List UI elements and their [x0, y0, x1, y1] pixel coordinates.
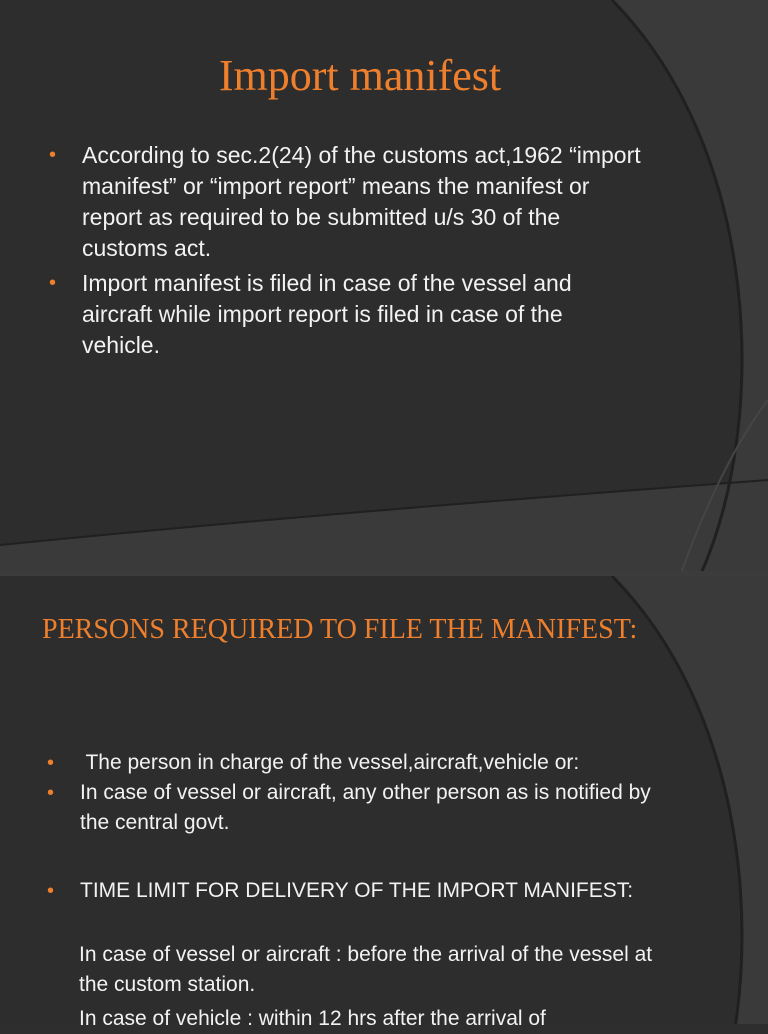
bullet-list [47, 748, 680, 838]
time-limit-list [47, 876, 680, 906]
vehicle-time-limit: In case of vehicle : within 12 hrs after the arrival of [79, 1007, 546, 1030]
list-item [47, 876, 680, 906]
list-item [47, 748, 680, 778]
list-item [47, 778, 680, 838]
slide-title: Import manifest [218, 51, 502, 100]
vessel-time-limit: In case of vessel or aircraft : before the arrival of the vessel at the custom station. [79, 943, 653, 996]
bullet-text: According to sec.2(24) of the customs act,1962 “import manifest” or “import report” means the manifest or report as required to be submitted u/s 30 of the customs act. [82, 142, 641, 261]
bullet-list [49, 140, 642, 365]
bullet-text: Import manifest is filed in case of the vessel and aircraft while import report is filed in case of the vehicle. [82, 270, 572, 358]
bullet-icon: • [47, 782, 55, 804]
bullet-text: The person in charge of the vessel,aircraft,vehicle or: [80, 751, 580, 774]
bullet-text: In case of vessel or aircraft, any other person as is notified by the central govt. [80, 781, 651, 834]
bullet-icon: • [49, 144, 57, 166]
list-item [49, 268, 642, 361]
bullet-icon: • [47, 880, 55, 902]
list-item [49, 140, 642, 264]
bullet-icon: • [47, 752, 55, 774]
bullet-icon: • [49, 272, 57, 294]
slide-title: PERSONS REQUIRED TO FILE THE MANIFEST: [42, 614, 638, 645]
time-limit-heading: TIME LIMIT FOR DELIVERY OF THE IMPORT MANIFEST: [80, 879, 634, 902]
